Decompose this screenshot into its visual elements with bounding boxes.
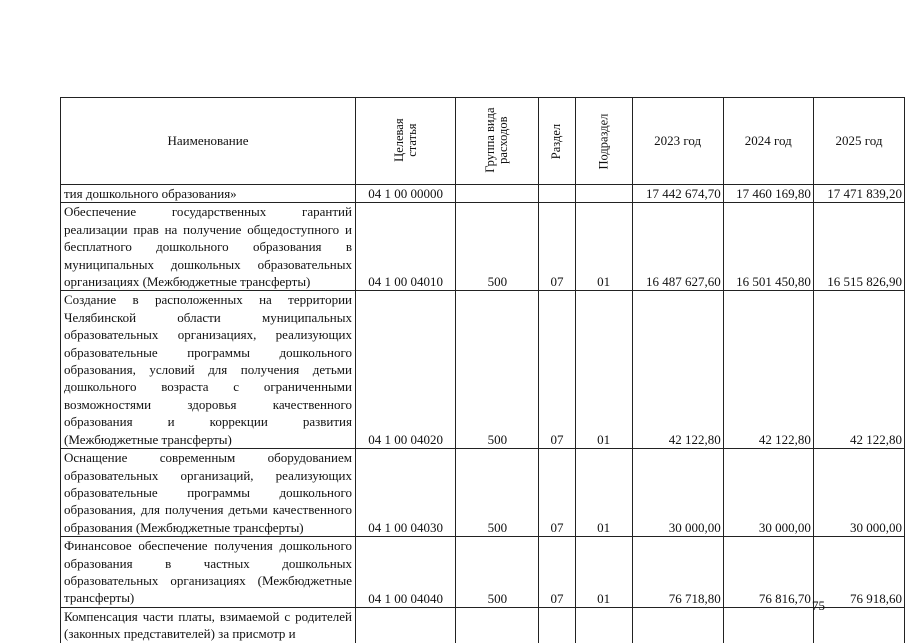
row-group [456,185,539,203]
table-row [61,203,905,291]
header-subsection: Подраздел [575,98,632,185]
row-code: 04 1 00 00000 [355,185,455,203]
table-row [61,185,905,203]
row-2025: 42 122,80 [813,291,904,449]
row-group: 500 [456,203,539,291]
row-section: 07 [539,449,575,537]
row-2025: 30 000,00 [813,449,904,537]
row-2023: 76 718,80 [632,537,723,608]
row-section: 07 [539,291,575,449]
row-subsection: 01 [575,537,632,608]
row-group: 500 [456,291,539,449]
row-name: Оснащение современным оборудованием образовательных организаций, реализующих образовательные программы дошкольного образования, для получения детьми качественного образования (Межбюджетные трансферты) [61,449,356,537]
row-name: Обеспечение государственных гарантий реализации прав на получение общедоступного и бесплатного дошкольного образования в муниципальных дошкольных образовательных организациях (Межбюджетные трансферты) [61,203,356,291]
row-2023 [632,607,723,642]
header-target: Целевая статья [355,98,455,185]
row-subsection: 01 [575,203,632,291]
table-header-row [61,98,905,185]
row-name: Создание в расположенных на территории Челябинской области муниципальных образовательных организациях, реализующих образовательные программы дошкольного образования, условий для получения детьми дошкольного возраста с ограниченными возможностями здоровья качественного образования и коррекции развития (Межбюджетные трансферты) [61,291,356,449]
header-section: Раздел [539,98,575,185]
row-2025: 76 918,60 [813,537,904,608]
row-name: тия дошкольного образования» [61,185,356,203]
row-subsection [575,185,632,203]
row-2023: 42 122,80 [632,291,723,449]
row-2023: 17 442 674,70 [632,185,723,203]
page-number: 75 [812,598,825,613]
row-code: 04 1 00 04020 [355,291,455,449]
row-section: 07 [539,203,575,291]
row-code: 04 1 00 04040 [355,537,455,608]
row-2025: 16 515 826,90 [813,203,904,291]
header-2025: 2025 год [813,98,904,185]
table-row [61,537,905,608]
row-group [456,607,539,642]
row-2025: 17 471 839,20 [813,185,904,203]
row-code [355,607,455,642]
row-code: 04 1 00 04010 [355,203,455,291]
row-2024: 30 000,00 [723,449,813,537]
row-group: 500 [456,537,539,608]
row-subsection: 01 [575,291,632,449]
row-name: Финансовое обеспечение получения дошкольного образования в частных дошкольных образовательных организациях (Межбюджетные трансферты) [61,537,356,608]
header-group: Группа вида расходов [456,98,539,185]
row-2023: 16 487 627,60 [632,203,723,291]
row-2024: 76 816,70 [723,537,813,608]
row-code: 04 1 00 04030 [355,449,455,537]
header-name: Наименование [61,98,356,185]
header-2023: 2023 год [632,98,723,185]
table-row [61,291,905,449]
row-name: Компенсация части платы, взимаемой с родителей (законных представителей) за присмотр и [61,607,356,642]
row-2024: 16 501 450,80 [723,203,813,291]
table-row [61,449,905,537]
row-2023: 30 000,00 [632,449,723,537]
budget-table [60,97,905,643]
row-2024 [723,607,813,642]
row-2024: 17 460 169,80 [723,185,813,203]
row-section [539,607,575,642]
row-group: 500 [456,449,539,537]
header-2024: 2024 год [723,98,813,185]
row-2025 [813,607,904,642]
row-section: 07 [539,537,575,608]
row-section [539,185,575,203]
row-2024: 42 122,80 [723,291,813,449]
row-subsection [575,607,632,642]
row-subsection: 01 [575,449,632,537]
table-row [61,607,905,642]
